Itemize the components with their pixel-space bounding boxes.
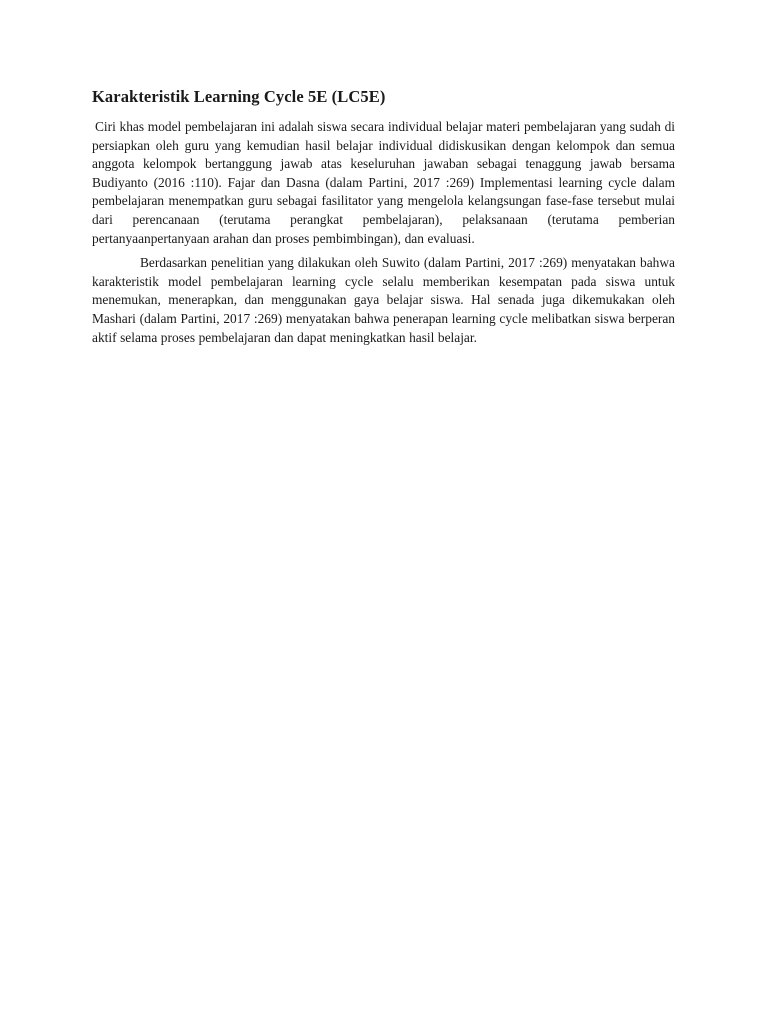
paragraph-1: Ciri khas model pembelajaran ini adalah siswa secara individual belajar materi pembelajaran yang sudah di persiapkan oleh guru yang kemudian hasil belajar individual didiskusikan dengan kelompok dan semua anggota kelompok bertanggung jawab atas keseluruhan jawaban sebagai tenaggung jawab bersama Budiyanto (2016 :110). Fajar dan Dasna (dalam Partini, 2017 :269) Implementasi learning cycle dalam pembelajaran menempatkan guru sebagai fasilitator yang mengelola kelangsungan fase-fase tersebut mulai dari perencanaan (terutama perangkat pembelajaran), pelaksanaan (terutama pemberian pertanyaanpertanyaan arahan dan proses pembimbingan), dan evaluasi. xyxy=(92,119,675,246)
paragraph-2: Berdasarkan penelitian yang dilakukan oleh Suwito (dalam Partini, 2017 :269) menyatakan bahwa karakteristik model pembelajaran learning cycle selalu memberikan kesempatan pada siswa untuk menemukan, menerapkan, dan menggunakan gaya belajar siswa. Hal senada juga dikemukakan oleh Mashari (dalam Partini, 2017 :269) menyatakan bahwa penerapan learning cycle melibatkan siswa berperan aktif selama proses pembelajaran dan dapat meningkatkan hasil belajar. xyxy=(92,255,675,345)
section-heading: Karakteristik Learning Cycle 5E (LC5E) xyxy=(92,87,386,106)
document-page xyxy=(92,86,675,353)
